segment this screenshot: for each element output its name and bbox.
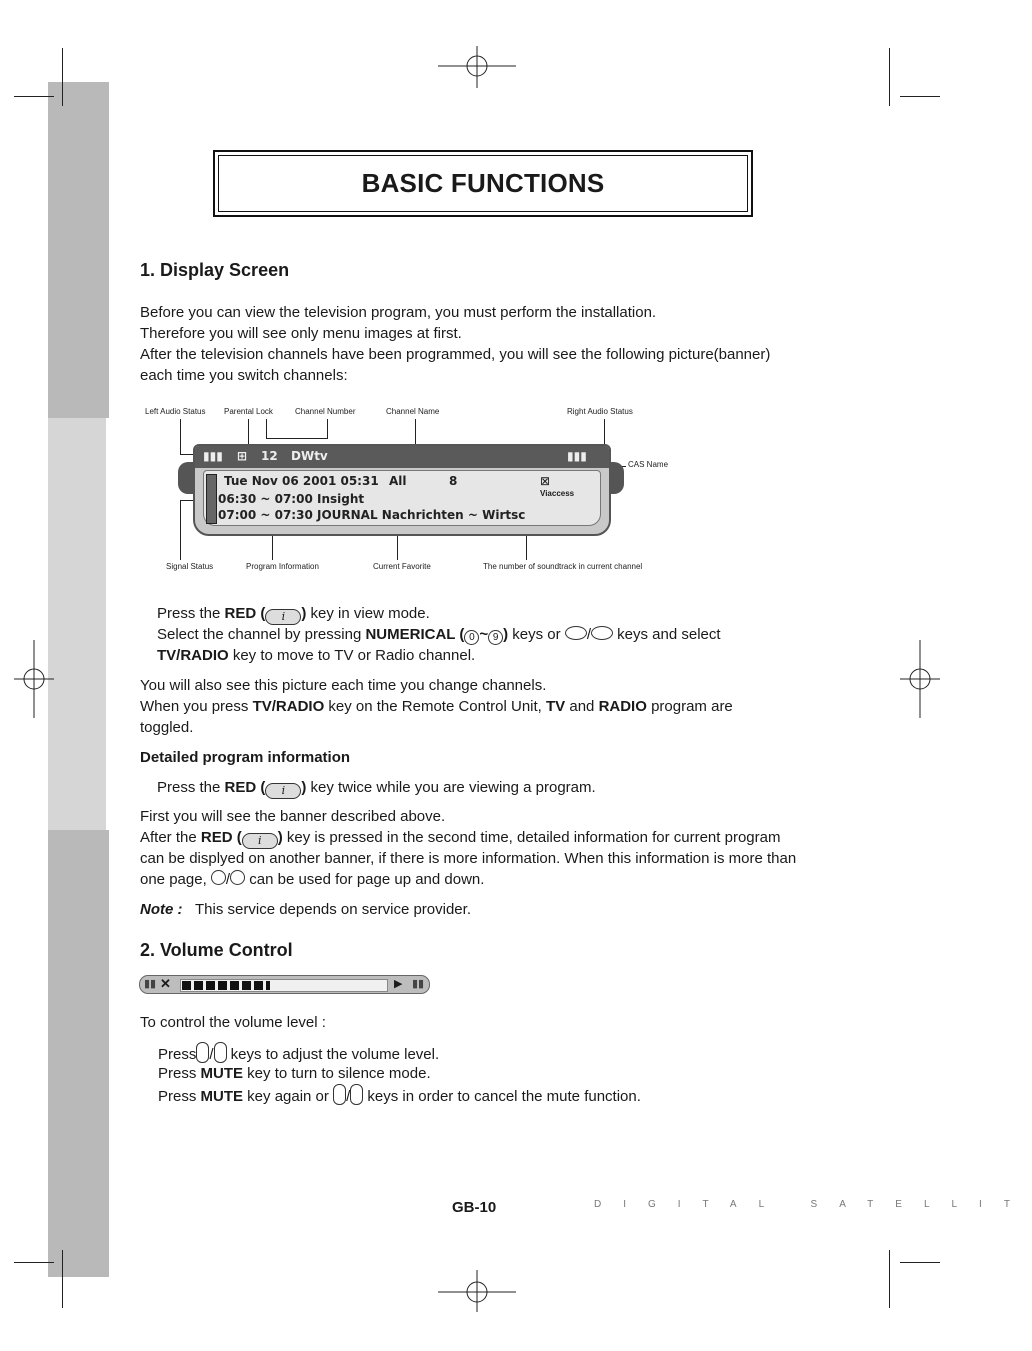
banner-header	[195, 446, 609, 468]
registration-target-icon	[438, 1270, 516, 1312]
crop-mark	[14, 1262, 54, 1263]
volume-bar	[139, 975, 430, 994]
right-audio-icon: ▮▮▮	[567, 449, 587, 463]
detailed-line-1: Press the RED ( i ) key twice while you are viewing a program.	[157, 779, 596, 797]
leader-line	[327, 419, 328, 439]
volume-up-key-icon	[196, 1042, 209, 1063]
volume-down-key-icon	[214, 1042, 227, 1063]
left-audio-icon: ▮▮▮	[203, 449, 223, 463]
banner-body	[203, 470, 601, 526]
paragraph-line: When you press TV/RADIO key on the Remote Control Unit, TV and RADIO program are	[140, 698, 733, 715]
volume-track	[180, 979, 388, 992]
volume-fill	[182, 981, 270, 990]
registration-target-icon	[900, 640, 940, 718]
volume-line-3: Press MUTE key again or / keys in order to cancel the mute function.	[158, 1084, 641, 1107]
banner-right-cap	[610, 462, 624, 494]
detailed-line-3: After the RED ( i ) key is pressed in the second time, detailed information for current program	[140, 829, 781, 847]
intro-line: Therefore you will see only menu images at first.	[140, 325, 462, 342]
crop-mark	[62, 1250, 63, 1308]
page-down-key-icon	[230, 870, 245, 885]
leader-line	[180, 419, 181, 455]
paragraph-line: You will also see this picture each time you change channels.	[140, 677, 547, 694]
label-current-favorite: Current Favorite	[373, 562, 431, 571]
label-soundtrack: The number of soundtrack in current channel	[483, 562, 643, 571]
note-label: Note :	[140, 901, 183, 918]
banner-cas-name: Viaccess	[540, 489, 575, 498]
side-tab-lower	[48, 830, 109, 1277]
detailed-line-4: can be displyed on another banner, if there is more information. When this information is more than	[140, 850, 797, 867]
channel-down-key-icon	[591, 626, 613, 640]
subheading-detailed: Detailed program information	[140, 749, 351, 766]
crop-mark	[62, 48, 63, 106]
section-heading-display: 1. Display Screen	[140, 260, 290, 280]
registration-target-icon	[438, 46, 516, 88]
label-channel-number: Channel Number	[295, 407, 356, 416]
page-title: BASIC FUNCTIONS	[361, 168, 605, 198]
section-heading-volume: 2. Volume Control	[140, 940, 293, 960]
volume-intro: To control the volume level :	[140, 1014, 326, 1031]
info-banner	[193, 444, 611, 536]
cas-icon: ⊠	[540, 474, 551, 488]
label-signal-status: Signal Status	[166, 562, 214, 571]
intro-line: Before you can view the television program, you must perform the installation.	[140, 304, 657, 321]
instruction-line-2: Select the channel by pressing NUMERICAL ( 0 ~ 9 ) keys or / keys and select	[157, 626, 721, 643]
volume-down-key-icon	[350, 1084, 363, 1105]
page-number: GB-10	[452, 1199, 497, 1216]
signal-meter	[206, 474, 217, 524]
banner-favorite: All	[389, 474, 407, 488]
banner-channel-number: 12	[261, 449, 278, 463]
crop-mark	[889, 48, 890, 106]
page-up-key-icon	[211, 870, 226, 885]
leader-line	[248, 419, 249, 447]
digit-0-key-icon: 0	[464, 630, 479, 645]
leader-line	[266, 419, 267, 439]
lock-icon: ⊞	[237, 449, 248, 463]
banner-program-1: 06:30 ~ 07:00 Insight	[218, 492, 365, 506]
leader-line	[180, 500, 181, 560]
volume-line-1: Press / keys to adjust the volume level.	[158, 1042, 439, 1065]
volume-play-icon: ▶	[394, 978, 403, 990]
detailed-line-5: one page, / can be used for page up and down.	[140, 871, 485, 888]
label-cas-name: CAS Name	[628, 460, 669, 469]
paragraph-line: toggled.	[140, 719, 194, 736]
crop-mark	[889, 1250, 890, 1308]
label-left-audio: Left Audio Status	[145, 407, 206, 416]
instruction-line-1: Press the RED ( i ) key in view mode.	[157, 605, 430, 623]
label-right-audio: Right Audio Status	[567, 407, 633, 416]
channel-up-key-icon	[565, 626, 587, 640]
banner-soundtrack: 8	[449, 474, 458, 488]
crop-mark	[14, 96, 54, 97]
side-tab-bottom	[48, 418, 106, 830]
label-parental-lock: Parental Lock	[224, 407, 273, 416]
info-key-icon: i	[265, 783, 301, 799]
instruction-line-3: TV/RADIO key to move to TV or Radio channel.	[157, 647, 476, 664]
speaker-icon: ▮▮	[144, 978, 157, 990]
label-program-info: Program Information	[246, 562, 319, 571]
digit-9-key-icon: 9	[488, 630, 503, 645]
intro-line: After the television channels have been programmed, you will see the following picture(banner)	[140, 346, 771, 363]
banner-channel-name: DWtv	[291, 449, 328, 463]
info-key-icon: i	[265, 609, 301, 625]
leader-line	[266, 438, 328, 439]
volume-up-key-icon	[333, 1084, 346, 1105]
title-box	[213, 150, 753, 217]
label-channel-name: Channel Name	[386, 407, 440, 416]
footer-brand: DIGITAL SATELLIT	[594, 1199, 1032, 1210]
volume-right-icon: ▮▮	[412, 978, 425, 990]
banner-program-2: 07:00 ~ 07:30 JOURNAL Nachrichten ~ Wirtsc	[218, 508, 526, 522]
banner-date: Tue Nov 06 2001 05:31	[224, 474, 379, 488]
mute-icon: ✕	[160, 976, 171, 991]
volume-line-2: Press MUTE key to turn to silence mode.	[158, 1065, 431, 1082]
side-tab-top	[48, 82, 109, 418]
note-line: Note : This service depends on service provider.	[140, 901, 471, 918]
crop-mark	[900, 96, 940, 97]
info-key-icon: i	[242, 833, 278, 849]
crop-mark	[900, 1262, 940, 1263]
intro-line: each time you switch channels:	[140, 367, 348, 384]
detailed-line-2: First you will see the banner described above.	[140, 808, 446, 825]
registration-target-icon	[14, 640, 54, 718]
